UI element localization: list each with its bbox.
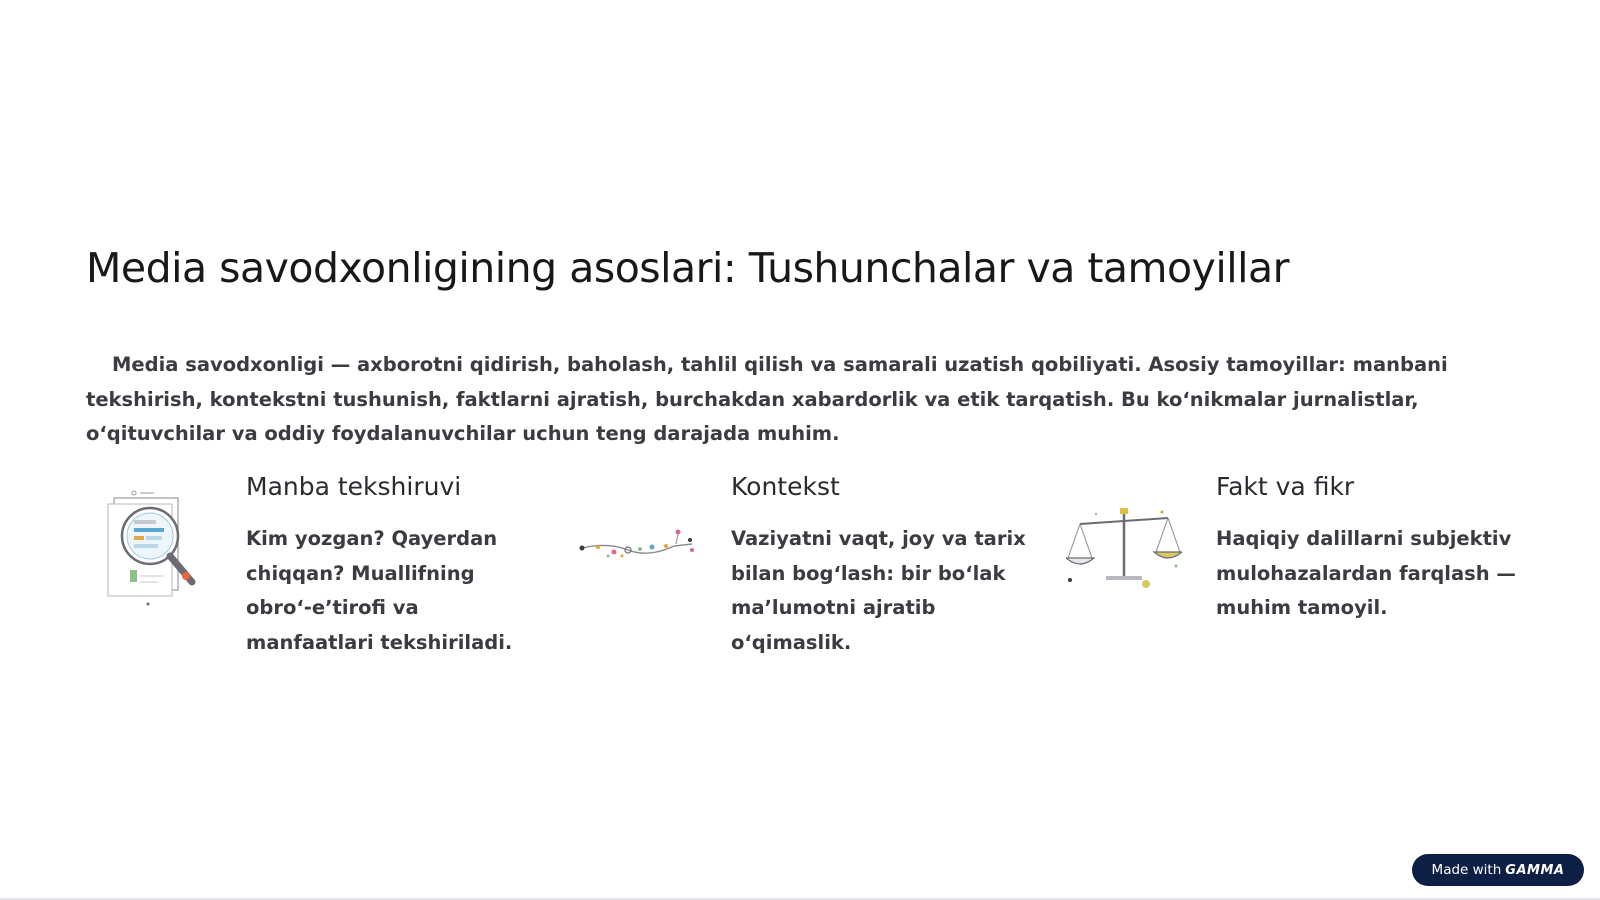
- card-text-context: Vaziyatni vaqt, joy va tarix bilan bogʻlash: bir boʻlak maʼlumotni ajratib oʻqimaslik.: [731, 527, 1026, 654]
- magnifier-document-icon: [106, 490, 202, 608]
- made-with-gamma-button[interactable]: [1412, 854, 1584, 886]
- card-title-source-check: Manba tekshiruvi: [246, 472, 462, 501]
- timeline-dots-icon: [578, 526, 698, 570]
- card-text-source-check: Kim yozgan? Qayerdan chiqqan? Muallifning obroʻ-eʼtirofi va manfaatlari tekshiriladi.: [246, 527, 513, 654]
- balance-scale-icon: [1066, 504, 1182, 594]
- slide-title: Media savodxonligining asoslari: Tushunchalar va tamoyillar: [86, 244, 1290, 292]
- badge-prefix: Made with: [1431, 862, 1502, 878]
- card-title-fact-opinion: Fakt va fikr: [1216, 472, 1355, 501]
- intro-paragraph: Media savodxonligi — axborotni qidirish, baholash, tahlil qilish va samarali uzatish qobiliyati. Asosiy tamoyillar: manbani tekshirish, kontekstni tushunish, faktlarni ajratish, burchakdan xabardorlik va etik tarqatish. Bu koʻnikmalar jurnalistlar, oʻqituvchilar va oddiy foydalanuvchilar uchun teng darajada muhim.: [86, 353, 1448, 445]
- card-title-context: Kontekst: [731, 472, 840, 501]
- card-text-fact-opinion: Haqiqiy dalillarni subjektiv mulohazalardan farqlash — muhim tamoyil.: [1216, 527, 1516, 619]
- gamma-logo: GAMMA: [1505, 862, 1565, 878]
